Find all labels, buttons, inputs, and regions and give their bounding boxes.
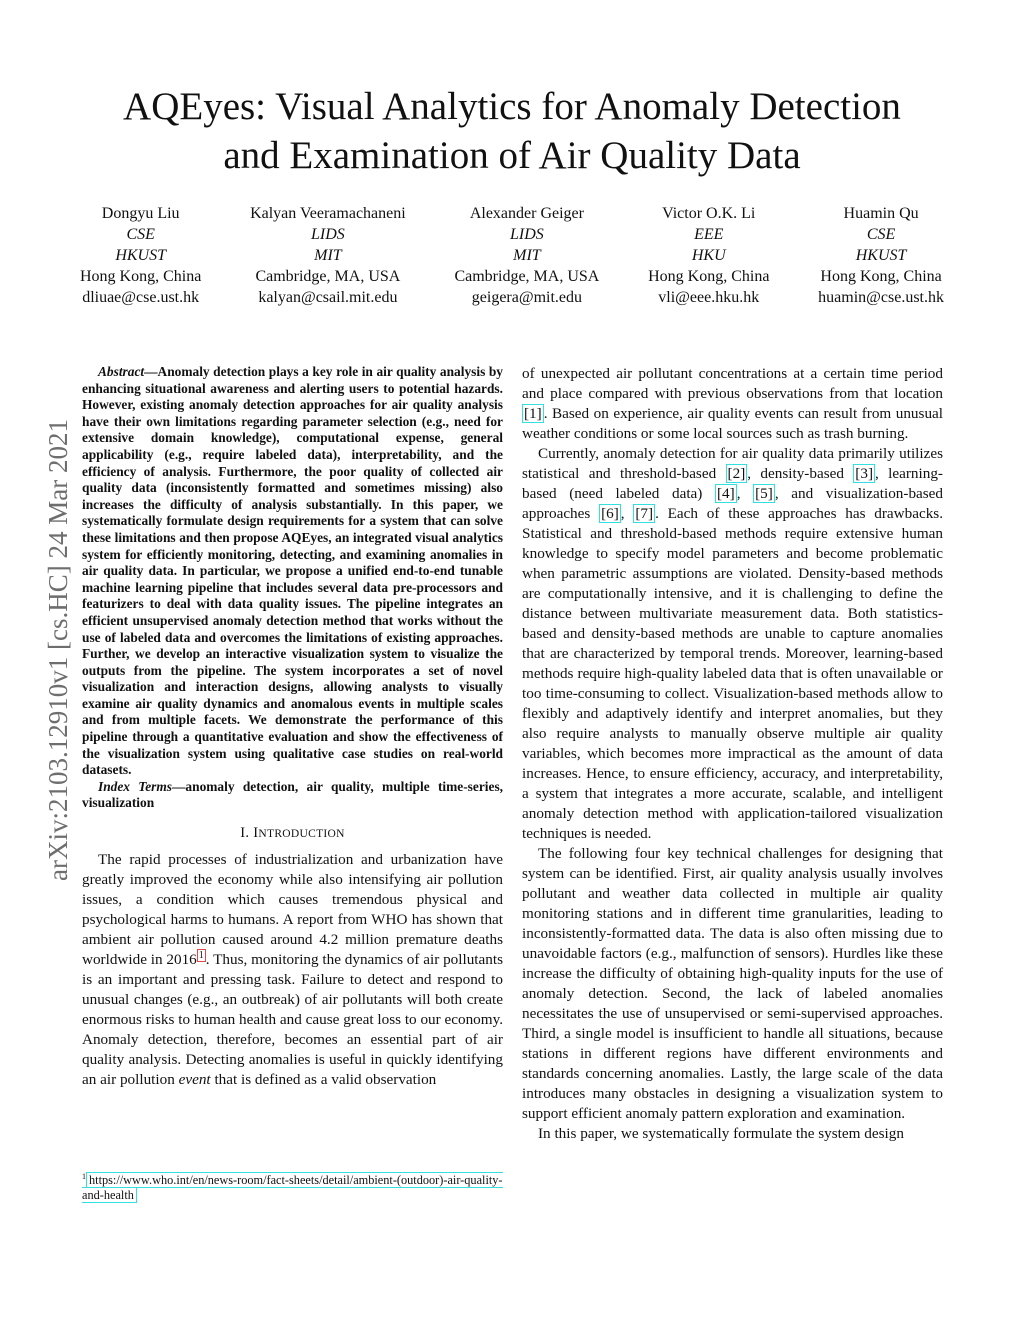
index-terms-text: —anomaly detection, air quality, multiple time-series, visualization <box>82 778 504 811</box>
author-1 <box>80 203 201 308</box>
text-run: , <box>736 485 754 502</box>
author-name: Kalyan Veeramachaneni <box>250 205 406 222</box>
author-name: Huamin Qu <box>843 205 919 222</box>
citation-link[interactable]: [7] <box>635 505 654 522</box>
author-org: MIT <box>314 247 342 264</box>
author-email: vli@eee.hku.hk <box>658 289 760 306</box>
right-column <box>522 364 943 1144</box>
author-org: HKUST <box>855 247 907 264</box>
text-run: . Each of these approaches has drawbacks. Statistical and threshold-based methods require extensive human knowledge to specify model parameters and become problematic when parametric assumptions are violated. Density-based methods are computationally intensive, and it is challenging to define the distance between multivariate measurement data. Both statistics-based and density-based methods are unable to capture anomalies that are characterized by temporal trends. Moreover, learning-based methods require high-quality labeled data that is often unavailable or too time-consuming to collect. Visualization-based methods allow to flexibly and adaptively identify and interpret anomalies, but they also require analysts to manually observe multiple air quality variables, which becomes more impractical as the amount of data increases. Hence, to ensure efficiency, accuracy, and interpretability, a system that integrates a more accurate, scalable, and intelligent anomaly detection method with application-tailored visualization techniques is needed. <box>522 505 944 842</box>
abstract-label: Abstract <box>98 364 145 379</box>
author-org: MIT <box>513 247 541 264</box>
citation-link[interactable]: [5] <box>755 485 773 502</box>
text-run: , learning-based (need labeled data) <box>522 465 943 502</box>
arxiv-identifier: arXiv:2103.12910v1 [cs.HC] 24 Mar 2021 <box>43 419 73 881</box>
abstract-text: —Anomaly detection plays a key role in air quality analysis by enhancing situational awareness and alerting users to potential hazards. However, existing anomaly detection approaches for air quality analysis have their own limitations regarding parameter selection (e.g., need for extensive domain knowledge), computational expense, general applicability (e.g., require labeled data), interpretability, and the efficiency of analysis. Furthermore, the poor quality of collected air quality data (inconsistently formatted and sometimes missing) also increases the difficulty of analysis substantially. In this paper, we systematically formulate design requirements for a system that can solve these limitations and then propose AQEyes, an integrated visual analytics system for efficiently monitoring, detecting, and examining anomalies in air quality data. In particular, we propose a unified end-to-end tunable machine learning pipeline that includes several data pre-processors and featurizers to deal with data quality issues. The pipeline integrates an efficient unsupervised anomaly detection method that works without the use of labeled data and overcomes the limitations of existing approaches. Further, we develop an interactive visualization system to visualize the outputs from the pipeline. The system incorporates a set of novel visualization and interaction designs, allowing analysts to visually examine air quality dynamics and anomalous events in multiple scales and from multiple facets. We demonstrate the performance of this pipeline through a quantitative evaluation and show the effectiveness of the visualization system using qualitative case studies on real-world datasets. <box>82 364 503 778</box>
author-dept: EEE <box>694 226 724 243</box>
author-org: HKU <box>691 247 726 264</box>
author-location: Cambridge, MA, USA <box>454 268 600 285</box>
citation-link[interactable]: [6] <box>601 505 619 522</box>
author-2 <box>250 203 406 308</box>
text-run: that is defined as a valid observation <box>210 1071 437 1089</box>
citation-link[interactable]: [3] <box>855 465 874 482</box>
author-dept: CSE <box>126 226 155 243</box>
footnote-link[interactable]: 1 <box>198 949 204 961</box>
text-run: , density-based <box>747 465 854 482</box>
author-name: Victor O.K. Li <box>662 205 756 222</box>
citation-link[interactable]: [2] <box>727 465 746 482</box>
footnote-number: 1 <box>82 1172 86 1181</box>
text-run: , <box>620 505 634 522</box>
author-3 <box>454 203 599 308</box>
author-dept: LIDS <box>510 226 544 243</box>
section-title-initial: I <box>253 825 259 842</box>
intro-paragraph-4: In this paper, we systematically formulate the system design <box>538 1125 904 1142</box>
section-heading-introduction <box>82 825 503 842</box>
section-number: I. <box>240 825 250 842</box>
author-5 <box>818 203 944 308</box>
title-line-2: and Examination of Air Quality Data <box>223 134 801 177</box>
author-name: Alexander Geiger <box>469 205 584 222</box>
author-email: kalyan@csail.mit.edu <box>258 289 398 306</box>
intro-paragraph-3: The following four key technical challenges for designing that system can be identified. First, air quality analysis usually involves pollutant and weather data collected in multiple air quality monitoring stations and in different time granularities, leading to inconsistently-formatted data. The data is also often missing due to unavoidable factors (e.g., malfunction of sensors). Hurdles like these increase the difficulty of obtaining high-quality inputs for the use of anomaly detection. Second, the lack of labeled anomalies necessitates the use of unsupervised or semi-supervised approaches. Third, a single model is insufficient to handle all situations, because stations in different regions have different environments and standards concerning anomalies. Lastly, the large scale of the data introduces many obstacles in designing a visualization system to support efficient anomaly pattern exploration and examination. <box>522 845 943 1122</box>
index-terms <box>82 779 503 812</box>
citation-link[interactable]: [4] <box>716 485 735 502</box>
author-location: Hong Kong, China <box>648 268 770 285</box>
text-run: of unexpected air pollutant concentrations at a certain time period and place compared with previous observations from that location <box>522 365 943 402</box>
author-location: Cambridge, MA, USA <box>255 268 401 285</box>
author-4 <box>648 203 769 308</box>
text-run: , and visualization-based approaches <box>522 485 944 522</box>
author-location: Hong Kong, China <box>80 268 202 285</box>
section-title-rest: NTRODUCTION <box>258 828 345 841</box>
author-name: Dongyu Liu <box>101 205 180 222</box>
citation-link[interactable]: [1] <box>524 405 542 422</box>
index-terms-label: Index Terms <box>98 778 173 794</box>
intro-paragraph-1-cont <box>522 364 943 444</box>
title-line-1: AQEyes: Visual Analytics for Anomaly Detection <box>123 85 901 128</box>
author-block <box>80 203 944 308</box>
intro-paragraph-1 <box>82 850 503 1090</box>
author-dept: CSE <box>866 226 896 243</box>
abstract <box>82 364 503 779</box>
emphasis: event <box>178 1071 211 1089</box>
author-email: huamin@cse.ust.hk <box>818 289 944 306</box>
text-run: . Thus, monitoring the dynamics of air pollutants is an important and pressing task. Failure to detect and respond to unusual changes (e.g., an outbreak) of air pollutants will both create enormous risks to human health and cause great loss to our economy. Anomaly detection, therefore, becomes an essential part of air quality analysis. Detecting anomalies is useful in quickly identifying an air pollution <box>82 951 503 1089</box>
text-run: . Based on experience, air quality events can result from unusual weather conditions or some local sources such as trash burning. <box>522 405 943 442</box>
author-email: dliuae@cse.ust.hk <box>82 289 200 306</box>
author-org: HKUST <box>115 247 166 264</box>
author-dept: LIDS <box>311 226 345 243</box>
author-email: geigera@mit.edu <box>471 289 583 306</box>
footnote-url-link[interactable]: https://www.who.int/en/news-room/fact-sheets/detail/ambient-(outdoor)-air-quality-and-health <box>82 1173 503 1203</box>
text-run: Currently, anomaly detection for air quality data primarily utilizes statistical and threshold-based <box>522 445 943 482</box>
author-location: Hong Kong, China <box>820 268 942 285</box>
text-run: The rapid processes of industrialization and urbanization have greatly improved the economy while also intensifying air pollution issues, a condition which causes tremendous physical and psychological harms to humans. A report from WHO has shown that ambient air pollution caused around 4.2 million premature deaths worldwide in 2016 <box>82 851 503 969</box>
left-column <box>82 364 503 1090</box>
paper-title <box>60 82 964 180</box>
footnote <box>82 1169 503 1203</box>
intro-paragraph-2 <box>522 444 943 844</box>
